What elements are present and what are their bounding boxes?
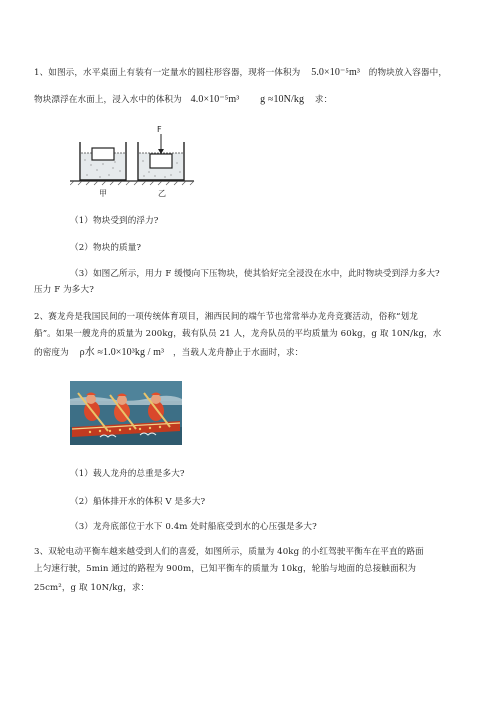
q1-sub1: （1）物块受到的浮力? [70,216,159,226]
force-label: F [157,125,162,134]
block-a [92,148,114,160]
q1-volume1: 5.0×10⁻⁵m³ [311,67,360,78]
q1-sub3-a: （3）如图乙所示，用力 F 缓慢向下压物块，使其恰好完全浸没在水中，此时物块受到浮力多大? [70,269,440,279]
q3-line1: 3、双轮电动平衡车越来越受到人们的喜爱，如图所示，质量为 40kg 的小红驾驶平衡车在平直的路面 [34,547,424,557]
figure-label-b: 乙 [158,189,166,198]
q2-line2: 船”。如果一艘龙舟的质量为 200kg，载有队员 21 人，龙舟队员的平均质量为 60kg，g 取 10N/kg，水 [34,329,442,339]
q1-sub3-b: 压力 F 为多大? [34,285,94,295]
q1-line1-tail: 的物块放入容器中， [368,68,448,78]
q1-line1-text: 1、如图示，水平桌面上有装有一定量水的圆柱形容器，现将一体积为 [34,68,301,78]
q2-density: ρ水 ≈1.0×10³kg / m³ [79,347,165,358]
dragon-boat-photo [70,381,182,445]
block-b [150,154,172,168]
q1-volume2: 4.0×10⁻⁵m³ [190,94,240,105]
q1-line2 [34,94,332,106]
q2-sub2: （2）船体排开水的体积 V 是多大? [70,497,206,507]
q2-line3 [34,347,303,359]
q2-sub1: （1）载人龙舟的总重是多大? [70,469,185,479]
q1-line2-text: 物块漂浮在水面上，浸入水中的体积为 [34,95,182,105]
q2-line3-tail: ，当载人龙舟静止于水面时，求： [172,348,304,358]
q1-line2-tail: 求： [314,95,333,105]
q3-line3: 25cm²，g 取 10N/kg，求： [34,583,150,593]
q1-line1 [34,67,447,79]
q2-line3-text: 的密度为 [34,348,69,358]
q3-line2: 上匀速行驶，5min 通过的路程为 900m，已知平衡车的质量为 10kg，轮胎与地面的总接触面积为 [34,564,417,574]
q1-figure [70,120,200,200]
q2-sub3: （3）龙舟底部位于水下 0.4m 处时船底受到水的心压强是多大? [70,522,317,532]
table-hatch [70,181,194,185]
q1-sub2: （2）物块的质量? [70,243,142,253]
q2-line1: 2、赛龙舟是我国民间的一项传统体育项目，湘西民间的端午节也常常举办龙舟竞赛活动，俗称“划龙 [34,312,418,322]
q1-g-value: g ≈10N/kg [260,94,305,105]
figure-label-a: 甲 [99,189,107,198]
